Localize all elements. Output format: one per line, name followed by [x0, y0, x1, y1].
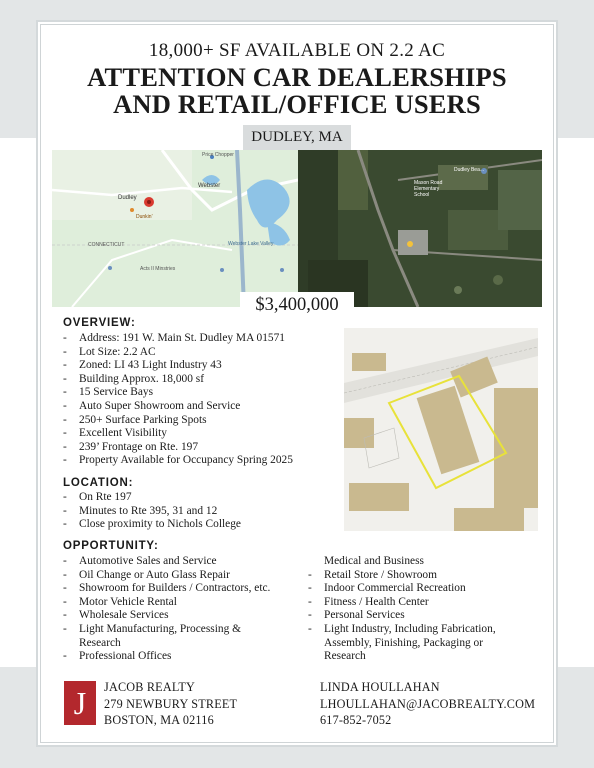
- opportunity-item: - Wholesale Services: [63, 609, 270, 623]
- satellite-map[interactable]: [298, 150, 542, 307]
- overview-list: [63, 332, 293, 468]
- opportunity-item-continued: Research: [324, 650, 366, 663]
- location-heading: LOCATION:: [63, 477, 134, 489]
- asking-price: $3,400,000: [240, 292, 354, 318]
- opportunity-item-continued: Medical and Business: [324, 555, 424, 567]
- opportunity-item: - Oil Change or Auto Glass Repair: [63, 569, 270, 583]
- agent-phone[interactable]: 617-852-7052: [320, 713, 392, 727]
- company-street: 279 NEWBURY STREET: [104, 696, 238, 711]
- opportunity-list-left: [63, 555, 270, 664]
- location-tag: DUDLEY, MA: [243, 125, 351, 150]
- company-name: JACOB REALTY: [104, 680, 195, 694]
- map-label-acts-ii: Acts II Minstries: [140, 266, 176, 272]
- agent-name: LINDA HOULLAHAN: [320, 680, 440, 694]
- agent-contact: [320, 679, 535, 729]
- agent-email[interactable]: LHOULLAHAN@JACOBREALTY.COM: [320, 696, 536, 711]
- parcel-plan[interactable]: [344, 328, 538, 531]
- opportunity-item: - Retail Store / Showroom: [308, 569, 496, 583]
- opportunity-item: - Personal Services: [308, 609, 496, 623]
- overview-item: - Excellent Visibility: [63, 427, 293, 441]
- street-map-graphic: [52, 150, 298, 307]
- opportunity-item-continued: Assembly, Finishing, Packaging or: [324, 636, 484, 649]
- map-label-webster-lake: Webster Lake Valley: [228, 241, 274, 247]
- overview-item: - Lot Size: 2.2 AC: [63, 346, 293, 360]
- logo-letter: J: [73, 685, 87, 721]
- headline-title-line-2: AND RETAIL/OFFICE USERS: [113, 89, 481, 119]
- overview-item: - Zoned: LI 43 Light Industry 43: [63, 359, 293, 373]
- parcel-plan-graphic: [344, 328, 538, 531]
- satellite-map-graphic: [298, 150, 542, 307]
- location-item: - Minutes to Rte 395, 31 and 12: [63, 505, 241, 519]
- overview-item: - Auto Super Showroom and Service: [63, 400, 293, 414]
- map-label-dudley-beach: Dudley Bea...: [454, 167, 485, 173]
- map-label-price-chopper: Price Chopper: [202, 152, 234, 158]
- company-city: BOSTON, MA 02116: [104, 713, 214, 727]
- overview-item: - Address: 191 W. Main St. Dudley MA 01571: [63, 332, 293, 346]
- location-item: - Close proximity to Nichols College: [63, 518, 241, 532]
- overview-item: - Building Approx. 18,000 sf: [63, 373, 293, 387]
- overview-item: - Property Available for Occupancy Spring 2025: [63, 454, 293, 468]
- location-list: [63, 491, 241, 532]
- map-label-mason-road-school: Mason Road Elementary School: [414, 180, 443, 198]
- map-label-dunkin: Dunkin': [136, 214, 153, 220]
- overview-item: - 239’ Frontage on Rte. 197: [63, 441, 293, 455]
- opportunity-item: - Light Industry, Including Fabrication,: [308, 623, 496, 637]
- opportunity-item: - Automotive Sales and Service: [63, 555, 270, 569]
- jacob-realty-logo: [64, 681, 96, 725]
- street-map[interactable]: [52, 150, 298, 307]
- opportunity-list-right: [308, 555, 496, 664]
- overview-item: - 15 Service Bays: [63, 386, 293, 400]
- opportunity-item: - Showroom for Builders / Contractors, etc.: [63, 582, 270, 596]
- headline-title-line-1: ATTENTION CAR DEALERSHIPS: [87, 62, 507, 92]
- map-label-dudley: Dudley: [118, 195, 137, 201]
- location-item: - On Rte 197: [63, 491, 241, 505]
- map-label-webster: Webster: [198, 183, 221, 189]
- opportunity-item: - Motor Vehicle Rental: [63, 596, 270, 610]
- overview-heading: OVERVIEW:: [63, 317, 136, 329]
- headline-title: [0, 64, 594, 118]
- map-label-connecticut: CONNECTICUT: [88, 242, 125, 248]
- opportunity-item: - Fitness / Health Center: [308, 596, 496, 610]
- overview-item: - 250+ Surface Parking Spots: [63, 414, 293, 428]
- opportunity-item-continued: Research: [79, 636, 121, 649]
- opportunity-item: - Indoor Commercial Recreation: [308, 582, 496, 596]
- map-pin-icon: [144, 196, 154, 208]
- company-contact: [104, 679, 237, 729]
- opportunity-item: - Professional Offices: [63, 650, 270, 664]
- opportunity-heading: OPPORTUNITY:: [63, 540, 159, 552]
- headline-subtitle: 18,000+ SF AVAILABLE ON 2.2 AC: [148, 40, 446, 61]
- opportunity-item: - Light Manufacturing, Processing &: [63, 623, 270, 637]
